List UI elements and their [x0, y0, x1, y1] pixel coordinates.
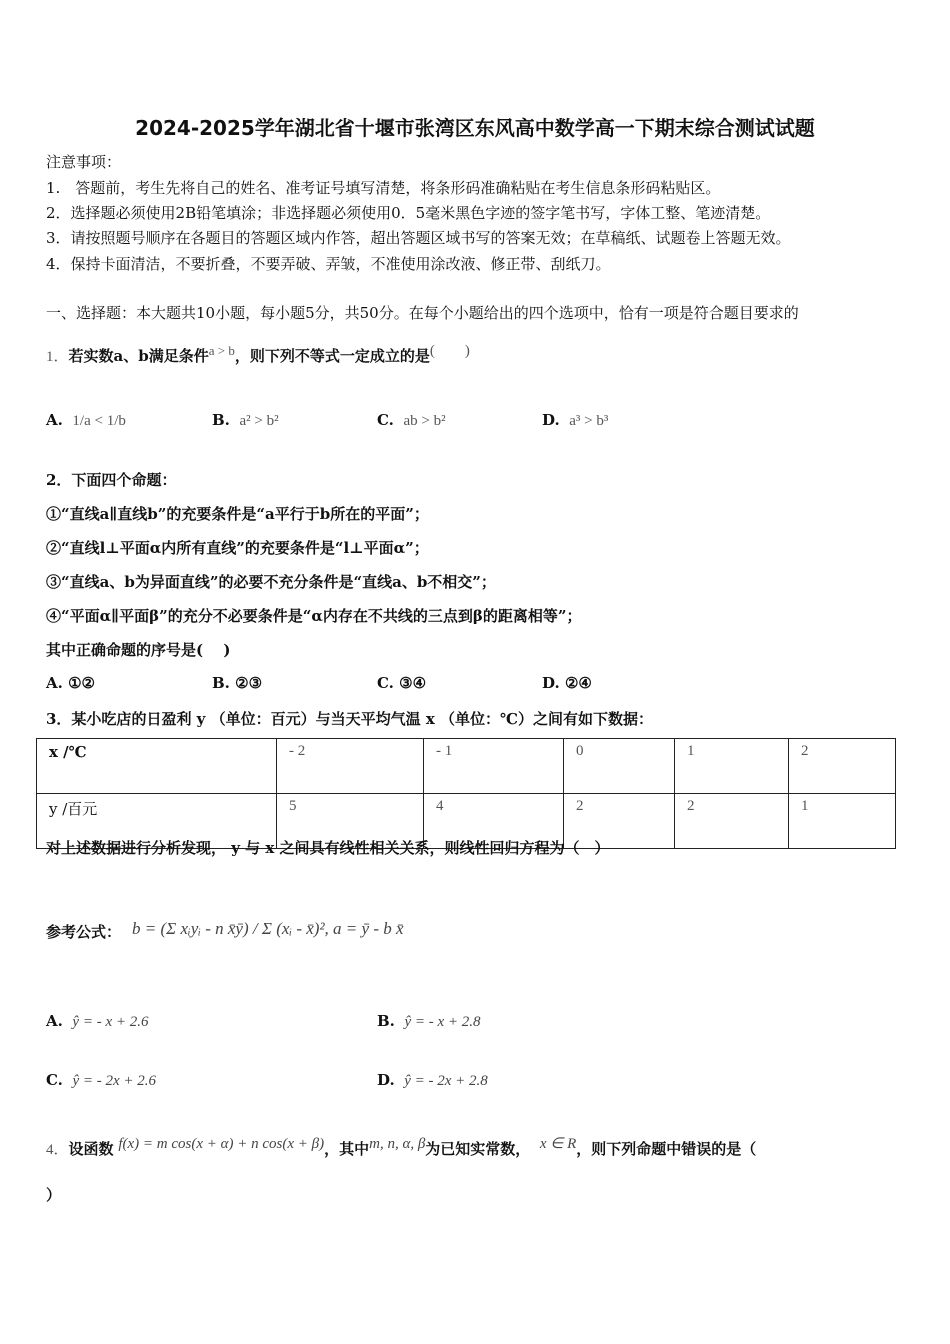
table-cell: 2 [789, 739, 896, 794]
function-math: f(x) = m cos(x + α) + n cos(x + β) [118, 1136, 325, 1152]
proposition: ③“直线a、b为异面直线”的必要不充分条件是“直线a、b不相交”； [46, 573, 496, 591]
proposition: ①“直线a∥直线b”的充要条件是“a平行于b所在的平面”； [46, 505, 429, 523]
option-label: D. [377, 1071, 395, 1089]
constants-math: m, n, α, β [369, 1136, 426, 1152]
table-cell: - 2 [277, 739, 424, 794]
stem-text: 若实数a、b满足条件 [68, 347, 209, 365]
table-cell: 2 [675, 794, 789, 849]
stem-text: 设函数 [68, 1140, 114, 1158]
option-text: a² > b² [239, 413, 279, 429]
stem-text: ，其中 [324, 1140, 370, 1158]
option-text: ab > b² [403, 413, 446, 429]
option-a [46, 1012, 148, 1031]
option-d [542, 674, 592, 692]
option-label: D. [542, 674, 560, 692]
option-a [46, 674, 95, 692]
option-d [542, 411, 608, 430]
option-d [377, 1071, 488, 1090]
option-text: ②③ [235, 674, 263, 692]
option-label: B. [212, 674, 230, 692]
formula-label: 参考公式： [46, 923, 122, 941]
option-label: C. [377, 411, 394, 429]
question-4-stem [46, 1134, 756, 1159]
question-3-stem: 3．某小吃店的日盈利 y （单位：百元）与当天平均气温 x （单位：℃）之间有如下数据： [46, 710, 653, 728]
table-row [37, 739, 896, 794]
option-text: ŷ = - x + 2.8 [404, 1014, 481, 1030]
question-2-stem: 2．下面四个命题： [46, 471, 177, 489]
option-b [212, 674, 262, 692]
option-label: D. [542, 411, 560, 429]
notice-item: 1. 答题前，考生先将自己的姓名、准考证号填写清楚，将条形码准确粘贴在考生信息条形码粘贴区。 [46, 179, 721, 197]
question-number: 4． [46, 1142, 69, 1158]
row-header: x /℃ [37, 739, 277, 794]
proposition: ②“直线l⊥平面α内所有直线”的充要条件是“l⊥平面α”； [46, 539, 429, 557]
proposition: ④“平面α∥平面β”的充分不必要条件是“α内存在不共线的三点到β的距离相等”； [46, 607, 582, 625]
option-text: a³ > b³ [569, 413, 609, 429]
option-text: ŷ = - x + 2.6 [72, 1014, 149, 1030]
question-2-ask: 其中正确命题的序号是( ) [46, 641, 231, 659]
option-c [377, 674, 426, 692]
stem-text: ，则下列命题中错误的是（ [576, 1140, 757, 1158]
option-label: A. [46, 1012, 63, 1030]
notice-heading: 注意事项： [46, 153, 122, 171]
table-cell: - 1 [424, 739, 564, 794]
option-b [377, 1012, 481, 1031]
option-c [377, 411, 446, 430]
option-label: B. [212, 411, 230, 429]
option-label: A. [46, 674, 63, 692]
option-label: B. [377, 1012, 395, 1030]
option-b [212, 411, 279, 430]
regression-formula: b = (Σ xᵢyᵢ - n x̄ȳ) / Σ (xᵢ - x̄)², a = ȳ - b x̄ [132, 919, 404, 938]
table-cell: 0 [564, 739, 675, 794]
option-text: 1/a < 1/b [72, 413, 126, 429]
answer-blank: ( ) [429, 343, 470, 359]
page-title: 2024-2025学年湖北省十堰市张湾区东风高中数学高一下期末综合测试试题 [135, 116, 815, 140]
option-label: A. [46, 411, 63, 429]
question-1-stem [46, 339, 470, 366]
option-text: ②④ [564, 674, 592, 692]
condition-math: a > b [208, 343, 235, 358]
table-cell: 1 [675, 739, 789, 794]
option-c [46, 1071, 156, 1090]
option-text: ŷ = - 2x + 2.6 [72, 1073, 157, 1089]
notice-item: 4．保持卡面清洁，不要折叠，不要弄破、弄皱，不准使用涂改液、修正带、刮纸刀。 [46, 255, 611, 273]
option-label: C. [46, 1071, 63, 1089]
question-3-after: 对上述数据进行分析发现， y 与 x 之间具有线性相关关系，则线性回归方程为（ ） [46, 839, 610, 857]
domain-math: x ∈ R [539, 1136, 577, 1152]
stem-text: ，则下列不等式一定成立的是 [234, 347, 430, 365]
table-cell: 4 [424, 794, 564, 849]
notice-item: 2．选择题必须使用2B铅笔填涂；非选择题必须使用0．5毫米黑色字迹的签字笔书写，字体工整、笔迹清楚。 [46, 204, 771, 222]
question-number: 1． [46, 349, 69, 365]
section-heading: 一、选择题：本大题共10小题，每小题5分，共50分。在每个小题给出的四个选项中，恰有一项是符合题目要求的 [46, 304, 799, 322]
answer-blank-close: ） [46, 1186, 62, 1204]
option-text: ①② [68, 674, 96, 692]
table-cell: 5 [277, 794, 424, 849]
notice-item: 3．请按照题号顺序在各题目的答题区域内作答，超出答题区域书写的答案无效；在草稿纸、试题卷上答题无效。 [46, 229, 791, 247]
table-cell: 2 [564, 794, 675, 849]
table-cell: 1 [789, 794, 896, 849]
stem-text: 为已知实常数， [425, 1140, 531, 1158]
row-header: y /百元 [37, 794, 277, 849]
option-text: ŷ = - 2x + 2.8 [404, 1073, 488, 1089]
data-table [36, 738, 896, 849]
option-label: C. [377, 674, 394, 692]
option-text: ③④ [399, 674, 427, 692]
option-a [46, 411, 126, 430]
